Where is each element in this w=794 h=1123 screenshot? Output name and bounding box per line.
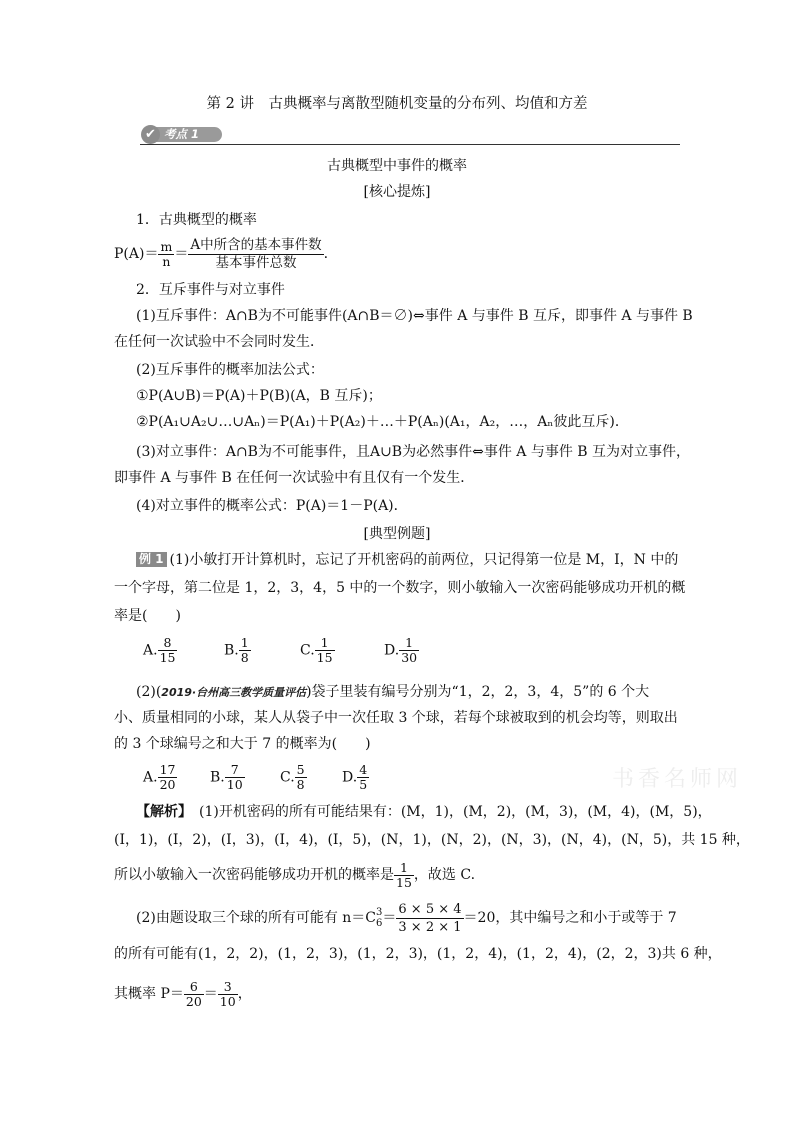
formula-classical-probability [114, 236, 680, 272]
paragraph-2: (2)互斥事件的概率加法公式： [136, 362, 324, 378]
question-2-line-2: 小、质量相同的小球，某人从袋子中一次任取 3 个球，若每个球被取到的机会均等，则取出 [114, 710, 678, 726]
watermark: 书香名师网 [612, 767, 743, 792]
typical-examples-heading: [典型例题] [363, 526, 431, 542]
paragraph-4: (4)对立事件的概率公式：P(A)＝1－P(A)． [136, 498, 408, 514]
header-divider [140, 144, 680, 145]
formula-end: . [323, 246, 329, 262]
q2-option-d: D. $\frac{4}{5}$ [342, 762, 368, 792]
check-icon: ✔ [141, 125, 160, 144]
core-heading: [核心提炼] [363, 184, 431, 200]
q2-option-b: B. $\frac{7}{10}$ [210, 762, 243, 792]
solution-label: 【解析】 [136, 804, 185, 820]
example-1-line-1 [136, 550, 680, 570]
formula-eq: ＝ [174, 246, 189, 262]
solution-line-3: 所以小敏输入一次密码能够成功开机的概率是 $\frac{1}{15}$ ，故选 C. [114, 859, 476, 890]
formula-lhs: P(A)＝ [114, 246, 159, 262]
paragraph-1-line-1: (1)互斥事件：A∩B为不可能事件(A∩B＝∅)⇔事件 A 与事件 B 互斥，即事件 A 与事件 B [136, 308, 693, 324]
fraction-m-n: $\frac{m}{n}$ [160, 238, 173, 269]
solution-2-line-2: 的所有可能有(1，2，2)，(1，2，3)，(1，2，3)，(1，2，4)，(1，2，4)，(2，2，3)共 6 种， [114, 946, 722, 962]
solution-line-2: (I，1)，(I，2)，(I，3)，(I，4)，(I，5)，(N，1)，(N，2)，(N，3)，(N，4)，(N，5)，共 15 种， [114, 832, 750, 848]
solution-2-line-1: (2)由题设取三个球的所有可能有 n＝C 3 6 ＝ $\frac{6 \times 5 \times 4}{3 \times 2 \times 1}$ ＝20，其中编号之和小于或等于 7 [136, 901, 677, 935]
paragraph-2-formula-b: ②P(A₁∪A₂∪…∪Aₙ)＝P(A₁)＋P(A₂)＋…＋P(Aₙ)(A₁，A₂，…，Aₙ彼此互斥)． [136, 414, 629, 430]
lesson-title: 第 2 讲 古典概率与离散型随机变量的分布列、均值和方差 [206, 96, 588, 112]
q2-option-a: A. $\frac{17}{20}$ [143, 762, 176, 792]
question-2-line-3: 的 3 个球编号之和大于 7 的概率为( ) [114, 736, 371, 752]
solution-2-line-3: 其概率 P＝ $\frac{6}{20}$ ＝ $\frac{3}{10}$ ， [114, 978, 252, 1009]
subsection-2-heading: 2．互斥事件与对立事件 [136, 282, 285, 298]
paragraph-3-line-1: (3)对立事件：A∩B为不可能事件，且A∪B为必然事件⇔事件 A 与事件 B 互为对立事件， [136, 444, 691, 460]
example-label: 例 1 [136, 552, 167, 567]
topic-badge-label: 考点 1 [154, 127, 222, 142]
topic-badge [141, 125, 223, 144]
fraction-events: $\frac{\text{A中所含的基本事件数}}{\text{基本事件总数}}$ [190, 236, 322, 271]
example-1-line-2: 一个字母，第二位是 1，2，3，4，5 中的一个数字，则小敏输入一次密码能够成功开机的概 [114, 580, 686, 596]
question-source: 2019·台州高三教学质量评估 [161, 686, 307, 699]
paragraph-2-formula-a: ①P(A∪B)＝P(A)＋P(B)(A，B 互斥)； [136, 388, 382, 404]
q2-option-c: C. $\frac{5}{8}$ [280, 762, 305, 792]
q1-option-a: A. $\frac{8}{15}$ [143, 635, 176, 665]
solution-line-1: 【解析】 (1)开机密码的所有可能结果有：(M，1)，(M，2)，(M，3)，(M，4)，(M，5)， [136, 804, 712, 820]
section-heading: 古典概型中事件的概率 [327, 158, 467, 174]
question-1-text: (1)小敏打开计算机时，忘记了开机密码的前两位，只记得第一位是 M，I，N 中的 [169, 552, 679, 568]
paragraph-1-line-2: 在任何一次试验中不会同时发生． [114, 334, 324, 350]
paragraph-3-line-2: 即事件 A 与事件 B 在任何一次试验中有且仅有一个发生． [114, 470, 475, 486]
example-1-line-3: 率是( ) [114, 608, 181, 624]
q1-option-c: C. $\frac{1}{15}$ [300, 635, 333, 665]
q1-option-d: D. $\frac{1}{30}$ [384, 635, 418, 665]
subsection-1-heading: 1．古典概型的概率 [136, 212, 257, 228]
question-2-line-1: (2)(2019·台州高三教学质量评估)袋子里装有编号分别为“1，2，2，3，4，5”的 6 个大 [136, 684, 650, 700]
q1-option-b: B. $\frac{1}{8}$ [224, 635, 249, 665]
